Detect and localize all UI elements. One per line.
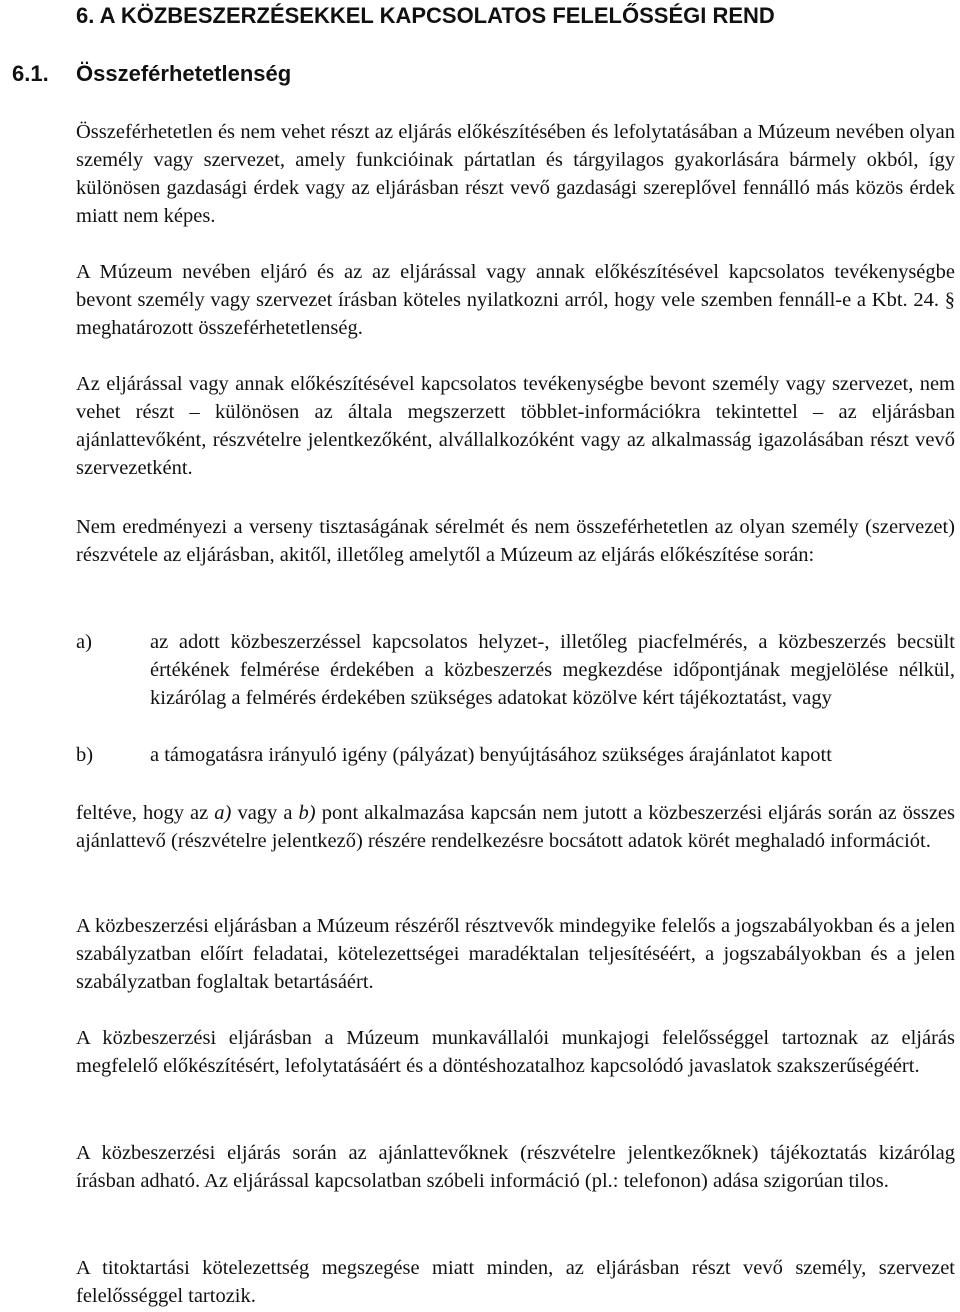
condition-text-1: feltéve, hogy az bbox=[76, 802, 215, 824]
condition-text-3: pont alkalmazása kapcsán nem jutott a közbeszerzési eljárás során az összes ajánlattevő (részvételre jelentkező) részére rendelkezésre bocsátott adatok körét meghaladó információt. bbox=[76, 802, 955, 852]
subsection-number: 6.1. bbox=[12, 61, 49, 86]
paragraph-no-conflict-intro: Nem eredményezi a verseny tisztaságának sérelmét és nem összeférhetetlen az olyan személy (szervezet) részvétele az eljárásban, akitől, illetőleg amelytől a Múzeum az eljárás előkészítése során: bbox=[76, 516, 955, 566]
list-item-label: b) bbox=[76, 744, 94, 766]
section-heading: 6. A KÖZBESZERZÉSEKKEL KAPCSOLATOS FELELŐSSÉGI REND bbox=[76, 3, 775, 28]
paragraph-responsibility: A közbeszerzési eljárásban a Múzeum részéről résztvevők mindegyike felelős a jogszabályokban és a jelen szabályzatban előírt feladatai, kötelezettségei maradéktalan teljesítéséért, a jogszabályokban és a jelen szabályzatban foglaltak betartásáért. bbox=[76, 915, 955, 993]
list-item bbox=[76, 628, 955, 712]
list-item bbox=[76, 741, 955, 769]
paragraph-written-information: A közbeszerzési eljárás során az ajánlattevőknek (részvételre jelentkezőknek) tájékoztatás kizárólag írásban adható. Az eljárással kapcsolatban szóbeli információ (pl.: telefonon) adása szigorúan tilos. bbox=[76, 1142, 955, 1192]
paragraph-condition bbox=[76, 799, 955, 855]
subsection-title: Összeférhetetlenség bbox=[76, 61, 292, 86]
list-item-text: a támogatásra irányuló igény (pályázat) benyújtásához szükséges árajánlatot kapott bbox=[150, 744, 832, 766]
list-item-text: az adott közbeszerzéssel kapcsolatos helyzet-, illetőleg piacfelmérés, a közbeszerzés becsült értékének felmérése érdekében a közbeszerzés megkezdése időpontjának megjelölése nélkül, kizárólag a felmérés érdekében szükséges adatokat közölve kért tájékoztatást, vagy bbox=[150, 631, 955, 709]
condition-ref-b: b) bbox=[298, 802, 316, 824]
paragraph-participation-ban: Az eljárással vagy annak előkészítésével kapcsolatos tevékenységbe bevont személy vagy szervezet, nem vehet részt – különösen az általa megszerzett többlet-információkra tekintettel – az eljárásban ajánlattevőként, részvételre jelentkezőként, alvállalkozóként vagy az alkalmasság igazolásában részt vevő szervezetként. bbox=[76, 373, 955, 479]
subsection-heading bbox=[12, 60, 291, 88]
paragraph-declaration-duty: A Múzeum nevében eljáró és az az eljárással vagy annak előkészítésével kapcsolatos tevékenységbe bevont személy vagy szervezet írásban köteles nyilatkozni arról, hogy vele szemben fennáll-e a Kbt. 24. § meghatározott összeférhetetlenség. bbox=[76, 261, 955, 339]
paragraph-labour-liability: A közbeszerzési eljárásban a Múzeum munkavállalói munkajogi felelősséggel tartoznak az eljárás megfelelő előkészítésért, lefolytatásáért és a döntéshozatalhoz kapcsolódó javaslatok szakszerűségéért. bbox=[76, 1027, 955, 1077]
paragraph-incompatibility-definition: Összeférhetetlen és nem vehet részt az eljárás előkészítésében és lefolytatásában a Múzeum nevében olyan személy vagy szervezet, amely funkcióinak pártatlan és tárgyilagos gyakorlására bármely okból, így különösen gazdasági érdek vagy az eljárásban részt vevő gazdasági szereplővel fennálló más közös érdek miatt nem képes. bbox=[76, 121, 955, 227]
list-item-label: a) bbox=[76, 631, 92, 653]
condition-ref-a: a) bbox=[214, 802, 232, 824]
condition-text-2: vagy a bbox=[231, 802, 299, 824]
paragraph-confidentiality: A titoktartási kötelezettség megszegése miatt minden, az eljárásban részt vevő személy, szervezet felelősséggel tartozik. bbox=[76, 1257, 955, 1307]
